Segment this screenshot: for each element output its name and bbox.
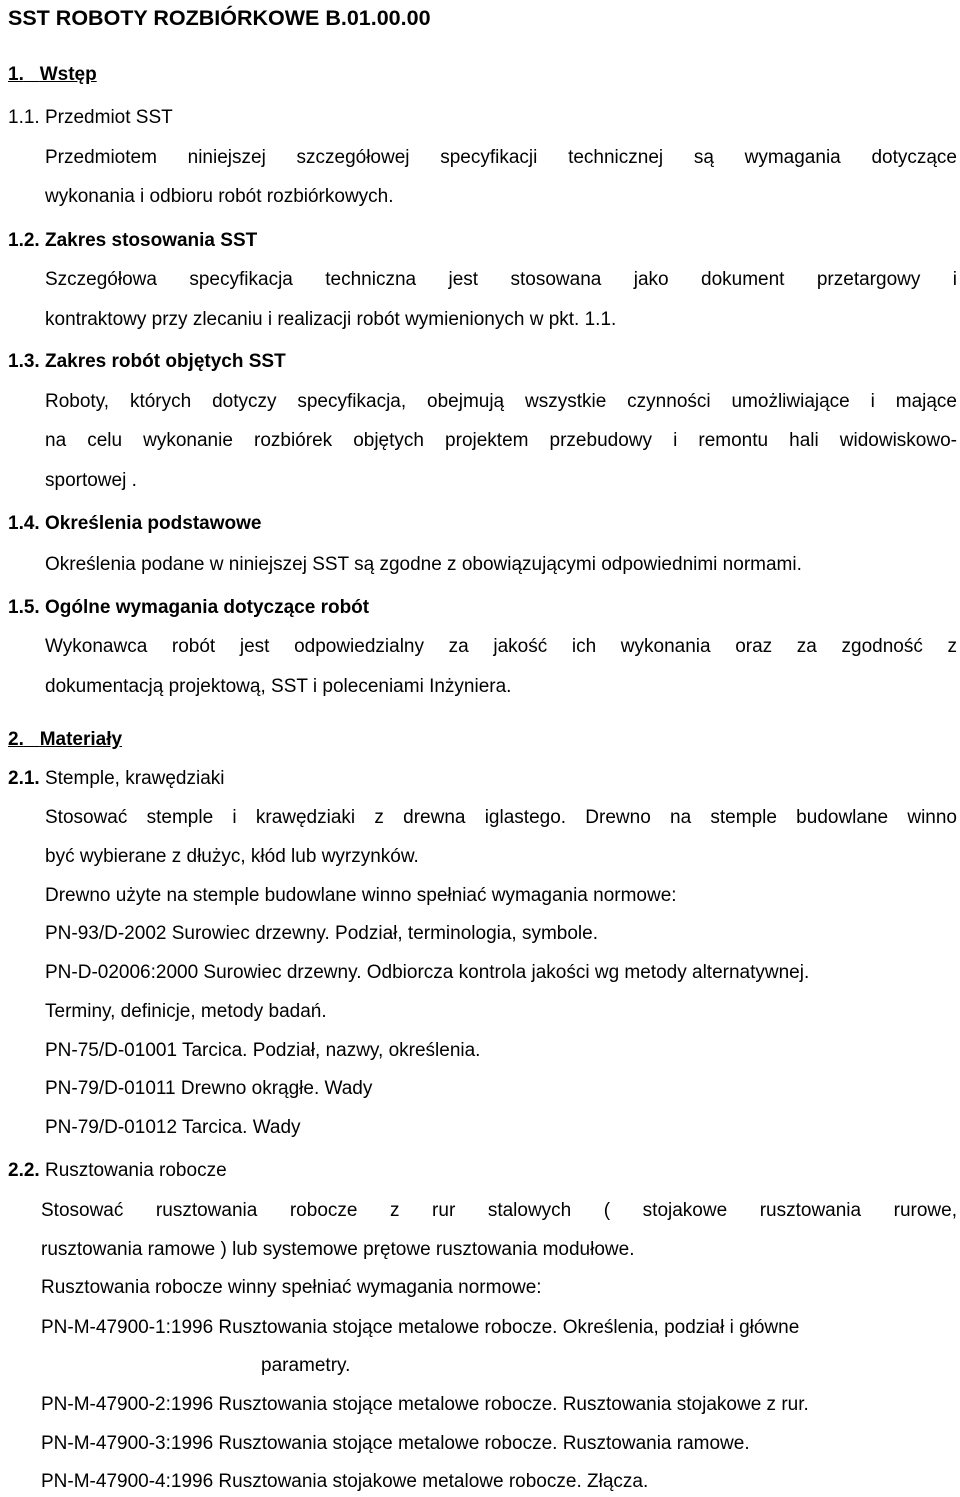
paragraph-line: Rusztowania robocze winny spełniać wymagania normowe: bbox=[41, 1277, 542, 1298]
paragraph-line: Przedmiotem niniejszej szczegółowej specyfikacji technicznej są wymagania dotyczące bbox=[45, 147, 957, 168]
section-1-2-title: Zakres stosowania SST bbox=[44, 230, 258, 251]
section-2-title: Materiały bbox=[39, 729, 123, 750]
section-1-5-number: 1.5. bbox=[8, 597, 40, 618]
paragraph-line: Określenia podane w niniejszej SST są zgodne z obowiązującymi odpowiednimi normami. bbox=[45, 554, 802, 575]
section-1-5-heading bbox=[8, 596, 960, 620]
paragraph-line: Szczegółowa specyfikacja techniczna jest stosowana jako dokument przetargowy i bbox=[45, 269, 957, 290]
section-1-1-title: Przedmiot SST bbox=[44, 107, 173, 128]
section-2-1-title: Stemple, krawędziaki bbox=[44, 768, 225, 789]
standard-line: parametry. bbox=[261, 1355, 351, 1376]
standard-line: PN-M-47900-3:1996 Rusztowania stojące metalowe robocze. Rusztowania ramowe. bbox=[41, 1433, 750, 1454]
standard-line: PN-75/D-01001 Tarcica. Podział, nazwy, określenia. bbox=[45, 1040, 481, 1061]
section-1-1-heading bbox=[8, 106, 960, 130]
standard-line: PN-M-47900-4:1996 Rusztowania stojakowe metalowe robocze. Złącza. bbox=[41, 1471, 649, 1492]
paragraph-line: wykonania i odbioru robót rozbiórkowych. bbox=[45, 186, 394, 207]
section-1-4-heading bbox=[8, 512, 960, 536]
standard-line: PN-M-47900-2:1996 Rusztowania stojące metalowe robocze. Rusztowania stojakowe z rur. bbox=[41, 1394, 809, 1415]
paragraph-line: rusztowania ramowe ) lub systemowe prętowe rusztowania modułowe. bbox=[41, 1239, 635, 1260]
standard-line: Terminy, definicje, metody badań. bbox=[45, 1001, 327, 1022]
section-1-4-title: Określenia podstawowe bbox=[44, 513, 262, 534]
paragraph-line: być wybierane z dłużyc, kłód lub wyrzynków. bbox=[45, 846, 419, 867]
section-1-4-number: 1.4. bbox=[8, 513, 40, 534]
paragraph-line: kontraktowy przy zlecaniu i realizacji robót wymienionych w pkt. 1.1. bbox=[45, 309, 617, 330]
section-2-1-heading bbox=[8, 767, 960, 791]
section-1-2-number: 1.2. bbox=[8, 230, 40, 251]
section-1-3-number: 1.3. bbox=[8, 351, 40, 372]
section-2-heading bbox=[8, 728, 122, 752]
paragraph-line: Drewno użyte na stemple budowlane winno spełniać wymagania normowe: bbox=[45, 885, 677, 906]
section-1-heading bbox=[8, 63, 97, 87]
section-1-3-heading bbox=[8, 350, 960, 374]
standard-line: PN-93/D-2002 Surowiec drzewny. Podział, terminologia, symbole. bbox=[45, 923, 599, 944]
section-2-2-heading bbox=[8, 1159, 960, 1183]
paragraph-line: Roboty, których dotyczy specyfikacja, obejmują wszystkie czynności umożliwiające i mające bbox=[45, 391, 957, 412]
section-1-number: 1. bbox=[8, 64, 24, 85]
standard-line: PN-M-47900-1:1996 Rusztowania stojące metalowe robocze. Określenia, podział i główne bbox=[41, 1317, 800, 1338]
section-1-3-title: Zakres robót objętych SST bbox=[44, 351, 286, 372]
document-title: SST ROBOTY ROZBIÓRKOWE B.01.00.00 bbox=[8, 6, 431, 30]
section-1-1-number: 1.1. bbox=[8, 107, 40, 128]
standard-line: PN-D-02006:2000 Surowiec drzewny. Odbiorcza kontrola jakości wg metody alternatywnej. bbox=[45, 962, 810, 983]
section-2-2-number: 2.2. bbox=[8, 1160, 40, 1181]
paragraph-line: na celu wykonanie rozbiórek objętych projektem przebudowy i remontu hali widowiskowo- bbox=[45, 430, 957, 451]
standard-line: PN-79/D-01011 Drewno okrągłe. Wady bbox=[45, 1078, 373, 1099]
section-1-2-heading bbox=[8, 229, 960, 253]
section-1-5-title: Ogólne wymagania dotyczące robót bbox=[44, 597, 370, 618]
paragraph-line: Wykonawca robót jest odpowiedzialny za jakość ich wykonania oraz za zgodność z bbox=[45, 636, 957, 657]
paragraph-line: dokumentacją projektową, SST i poleceniami Inżyniera. bbox=[45, 676, 512, 697]
standard-line: PN-79/D-01012 Tarcica. Wady bbox=[45, 1117, 301, 1138]
section-1-title: Wstęp bbox=[39, 64, 97, 85]
paragraph-line: Stosować rusztowania robocze z rur stalowych ( stojakowe rusztowania rurowe, bbox=[41, 1200, 957, 1221]
section-2-1-number: 2.1. bbox=[8, 768, 40, 789]
section-2-2-title: Rusztowania robocze bbox=[44, 1160, 227, 1181]
section-2-number: 2. bbox=[8, 729, 24, 750]
paragraph-line: Stosować stemple i krawędziaki z drewna iglastego. Drewno na stemple budowlane winno bbox=[45, 807, 957, 828]
paragraph-line: sportowej . bbox=[45, 470, 137, 491]
